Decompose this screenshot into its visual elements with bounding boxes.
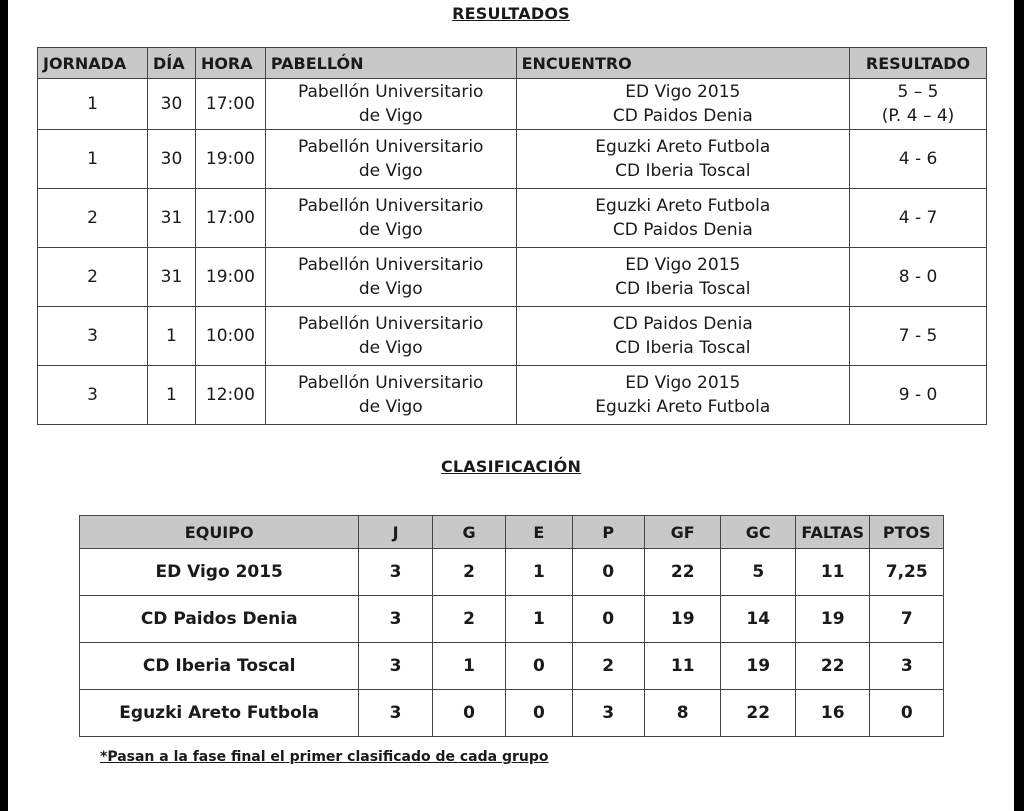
match-hora: 19:00 [205,267,255,287]
standings-table [79,515,944,737]
match-pabellon-cell [265,307,516,366]
match-encuentro-line: ED Vigo 2015 [625,255,741,275]
match-resultado-cell [850,79,987,130]
match-pabellon-line: de Vigo [358,397,423,417]
match-hora-cell [195,130,265,189]
team-name: CD Iberia Toscal [80,643,359,690]
standings-stat: 3 [870,643,944,690]
match-dia-cell [147,130,195,189]
match-resultado-line: 4 - 7 [898,208,938,228]
match-dia-cell [147,307,195,366]
standings-stat: 2 [432,549,505,596]
match-dia: 1 [166,385,177,405]
document-page [8,0,1014,811]
match-encuentro-line: ED Vigo 2015 [625,373,741,393]
match-encuentro-line: CD Iberia Toscal [615,279,751,299]
match-encuentro-line: CD Iberia Toscal [615,338,751,358]
results-title: RESULTADOS [452,4,570,23]
standings-header-gc: GC [721,516,796,549]
standings-header-g: G [432,516,505,549]
standings-header-ptos: PTOS [870,516,944,549]
match-row [38,248,987,307]
standings-stat: 1 [432,643,505,690]
match-encuentro-line: Eguzki Areto Futbola [595,397,771,417]
match-encuentro-cell [516,189,849,248]
standings-stat: 19 [644,596,721,643]
standings-stat: 19 [795,596,870,643]
match-dia-cell [147,248,195,307]
standings-stat: 5 [721,549,796,596]
match-jornada: 2 [87,267,98,287]
standings-header-faltas: FALTAS [795,516,870,549]
standings-stat: 0 [572,549,644,596]
match-resultado-cell [850,366,987,425]
match-pabellon-cell [265,248,516,307]
match-resultado-line: 5 – 5 [897,82,939,102]
team-name: CD Paidos Denia [80,596,359,643]
standings-row [80,690,944,737]
standings-stat: 8 [644,690,721,737]
match-pabellon-cell [265,130,516,189]
standings-stat: 3 [359,549,432,596]
match-jornada-cell [38,248,148,307]
match-encuentro-line: CD Paidos Denia [612,106,753,126]
match-dia-cell [147,366,195,425]
match-encuentro-line: CD Iberia Toscal [615,161,751,181]
standings-row [80,549,944,596]
match-pabellon-cell [265,366,516,425]
standings-stat: 16 [795,690,870,737]
match-row [38,366,987,425]
header-resultado: RESULTADO [850,48,987,79]
standings-stat: 0 [506,643,572,690]
standings-header-row [80,516,944,549]
match-hora-cell [195,366,265,425]
match-row [38,189,987,248]
match-encuentro-cell [516,248,849,307]
match-dia: 31 [160,208,183,228]
match-jornada-cell [38,189,148,248]
results-table [37,47,987,425]
standings-stat: 0 [870,690,944,737]
match-row [38,79,987,130]
standings-stat: 19 [721,643,796,690]
match-resultado-line: (P. 4 – 4) [881,106,955,126]
match-pabellon-line: Pabellón Universitario [298,255,484,275]
match-dia: 1 [166,326,177,346]
match-resultado-cell [850,189,987,248]
match-hora-cell [195,189,265,248]
header-pabellon: PABELLÓN [265,48,516,79]
match-dia: 31 [160,267,183,287]
match-pabellon-line: de Vigo [358,161,423,181]
standings-stat: 0 [572,596,644,643]
match-hora: 19:00 [205,149,255,169]
match-jornada: 3 [87,326,98,346]
match-encuentro-line: Eguzki Areto Futbola [595,137,771,157]
match-row [38,307,987,366]
match-resultado-cell [850,130,987,189]
standings-header-e: E [506,516,572,549]
standings-stat: 1 [506,596,572,643]
match-jornada-cell [38,79,148,130]
standings-stat: 3 [359,596,432,643]
match-dia-cell [147,189,195,248]
standings-stat: 0 [506,690,572,737]
match-jornada-cell [38,366,148,425]
match-hora-cell [195,79,265,130]
match-pabellon-line: de Vigo [358,220,423,240]
match-jornada: 3 [87,385,98,405]
results-body [38,79,987,425]
header-encuentro: ENCUENTRO [516,48,849,79]
standings-header-equipo: EQUIPO [80,516,359,549]
standings-row [80,596,944,643]
standings-stat: 2 [432,596,505,643]
match-jornada: 1 [87,149,98,169]
match-encuentro-cell [516,366,849,425]
match-hora: 10:00 [205,326,255,346]
match-pabellon-line: de Vigo [358,279,423,299]
match-row [38,130,987,189]
standings-stat: 3 [572,690,644,737]
match-resultado-cell [850,307,987,366]
match-encuentro-line: CD Paidos Denia [612,220,753,240]
match-hora: 12:00 [205,385,255,405]
standings-stat: 11 [795,549,870,596]
standings-row [80,643,944,690]
standings-stat: 22 [721,690,796,737]
match-resultado-cell [850,248,987,307]
header-dia: DÍA [147,48,195,79]
match-hora: 17:00 [205,208,255,228]
standings-stat: 0 [432,690,505,737]
standings-body [80,549,944,737]
standings-stat: 11 [644,643,721,690]
match-jornada: 2 [87,208,98,228]
match-encuentro-line: CD Paidos Denia [612,314,753,334]
match-pabellon-line: Pabellón Universitario [298,137,484,157]
match-jornada: 1 [87,94,98,114]
footnote: *Pasan a la fase final el primer clasificado de cada grupo [100,749,549,765]
match-resultado-line: 7 - 5 [898,326,938,346]
match-pabellon-line: Pabellón Universitario [298,373,484,393]
match-jornada-cell [38,307,148,366]
standings-header-j: J [359,516,432,549]
standings-title: CLASIFICACIÓN [440,457,582,476]
match-pabellon-line: Pabellón Universitario [298,196,484,216]
standings-stat: 22 [644,549,721,596]
match-resultado-line: 4 - 6 [898,149,938,169]
standings-stat: 7,25 [870,549,944,596]
standings-stat: 14 [721,596,796,643]
match-pabellon-line: Pabellón Universitario [298,314,484,334]
header-hora: HORA [195,48,265,79]
team-name: Eguzki Areto Futbola [80,690,359,737]
results-header-row [38,48,987,79]
match-dia: 30 [160,149,183,169]
match-pabellon-cell [265,79,516,130]
match-pabellon-line: de Vigo [358,338,423,358]
match-pabellon-line: Pabellón Universitario [298,82,484,102]
match-encuentro-cell [516,307,849,366]
standings-stat: 3 [359,690,432,737]
match-hora: 17:00 [205,94,255,114]
match-encuentro-line: ED Vigo 2015 [625,82,741,102]
match-pabellon-cell [265,189,516,248]
standings-stat: 3 [359,643,432,690]
standings-stat: 7 [870,596,944,643]
match-encuentro-line: Eguzki Areto Futbola [595,196,771,216]
header-jornada: JORNADA [38,48,148,79]
standings-header-gf: GF [644,516,721,549]
standings-header-p: P [572,516,644,549]
match-jornada-cell [38,130,148,189]
standings-stat: 2 [572,643,644,690]
match-encuentro-cell [516,130,849,189]
match-pabellon-line: de Vigo [358,106,423,126]
match-dia: 30 [160,94,183,114]
match-dia-cell [147,79,195,130]
match-resultado-line: 8 - 0 [898,267,938,287]
team-name: ED Vigo 2015 [80,549,359,596]
standings-stat: 1 [506,549,572,596]
match-hora-cell [195,248,265,307]
match-hora-cell [195,307,265,366]
match-resultado-line: 9 - 0 [898,385,938,405]
standings-stat: 22 [795,643,870,690]
match-encuentro-cell [516,79,849,130]
